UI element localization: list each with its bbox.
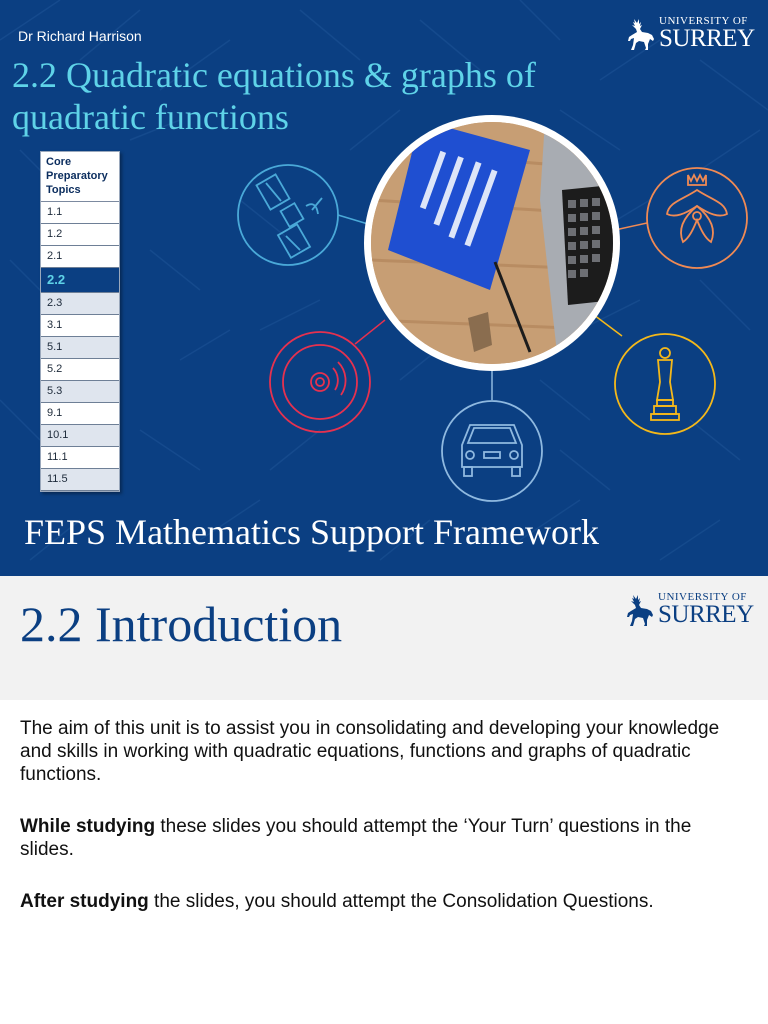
topic-row-2-2-active[interactable]: 2.2 (41, 268, 119, 293)
logo-line-2: SURREY (659, 25, 755, 52)
while-studying-text: these slides you should attempt the ‘Your Turn’ questions in the slides. (20, 816, 692, 860)
satellite-icon (238, 165, 338, 265)
photo-calculator-notebook (360, 110, 640, 380)
flower-crest-icon (647, 168, 747, 268)
oscar-statuette-icon (615, 334, 715, 434)
topic-row-10-1[interactable]: 10.1 (41, 425, 119, 447)
logo-line-1: UNIVERSITY OF (659, 15, 748, 27)
introduction-slide (0, 576, 768, 1024)
topic-row-9-1[interactable]: 9.1 (41, 403, 119, 425)
topic-row-1-2[interactable]: 1.2 (41, 224, 119, 246)
car-icon (442, 401, 542, 501)
topic-row-5-2[interactable]: 5.2 (41, 359, 119, 381)
topic-row-5-1[interactable]: 5.1 (41, 337, 119, 359)
after-studying-label: After studying (20, 891, 149, 912)
logo-line-2: SURREY (658, 601, 754, 628)
introduction-header (0, 576, 768, 700)
slide-title: 2.2 Quadratic equations & graphs of quadratic functions (12, 55, 536, 137)
after-studying-text: the slides, you should attempt the Consolidation Questions. (148, 891, 654, 912)
topic-row-1-1[interactable]: 1.1 (41, 202, 119, 224)
core-topics-header: Core Preparatory Topics (41, 152, 119, 202)
stag-icon (625, 593, 655, 627)
topic-row-11-5[interactable]: 11.5 (41, 469, 119, 491)
university-logo-intro (625, 592, 754, 627)
logo-line-1: UNIVERSITY OF (658, 591, 747, 603)
intro-paragraph-after (20, 890, 750, 913)
topic-row-11-1[interactable]: 11.1 (41, 447, 119, 469)
intro-paragraph-aim: The aim of this unit is to assist you in consolidating and developing your knowledge and skills in working with quadratic equations, functions and graphs of quadratic functions. (20, 718, 720, 785)
topic-row-5-3[interactable]: 5.3 (41, 381, 119, 403)
framework-title: FEPS Mathematics Support Framework (24, 512, 599, 552)
introduction-title: 2.2 Introduction (20, 596, 343, 652)
topic-row-2-3[interactable]: 2.3 (41, 293, 119, 315)
topic-row-2-1[interactable]: 2.1 (41, 246, 119, 268)
sound-disc-icon (270, 332, 370, 432)
topic-row-3-1[interactable]: 3.1 (41, 315, 119, 337)
core-topics-table (40, 151, 120, 492)
introduction-body (20, 717, 750, 942)
intro-paragraph-while (20, 815, 750, 861)
while-studying-label: While studying (20, 816, 156, 837)
author-name: Dr Richard Harrison (18, 28, 142, 44)
